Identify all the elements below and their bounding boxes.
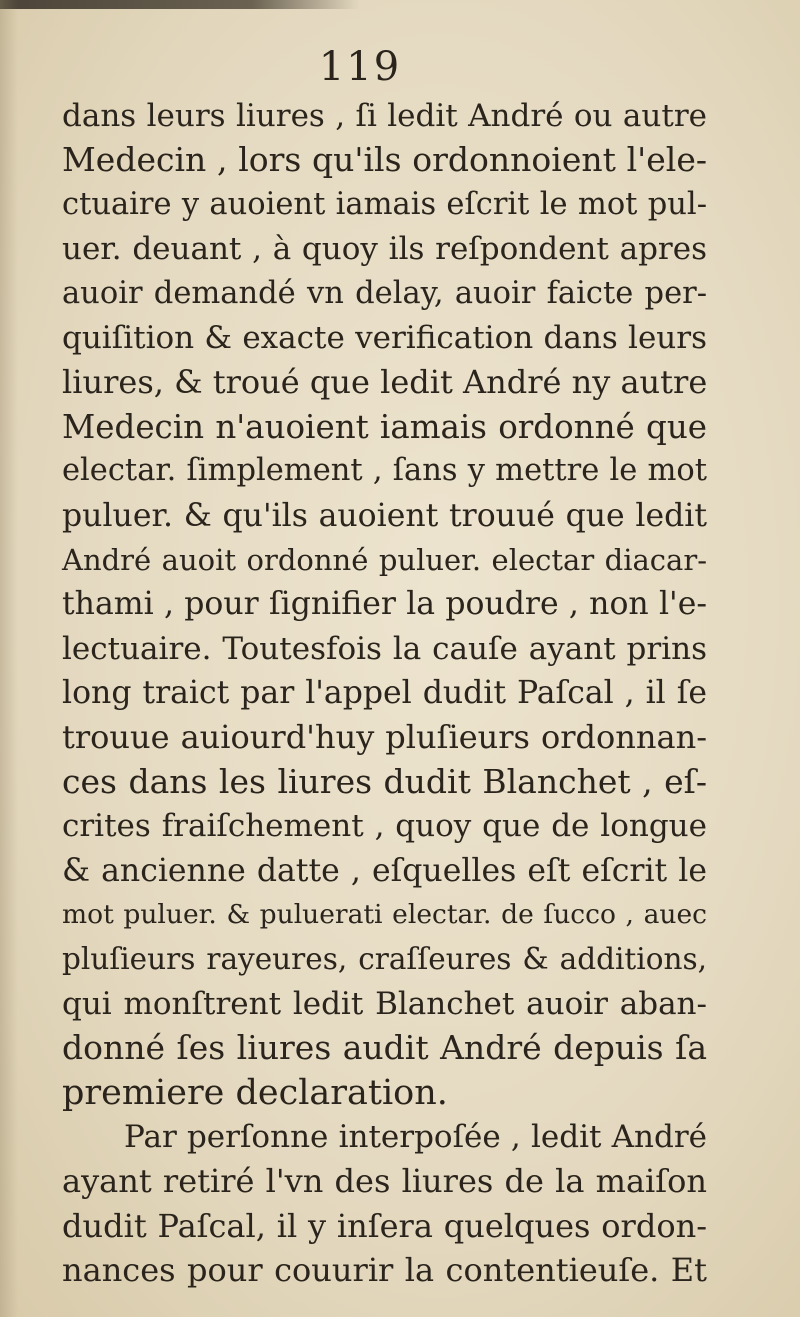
text-line: pluſieurs rayeures, craſſeures & additions, (62, 942, 707, 977)
text-line: quiſition & exacte verification dans leurs (62, 319, 707, 356)
text-line: liures, & troué que ledit André ny autre (62, 363, 708, 402)
text-line: André auoit ordonné puluer. electar diacar- (62, 542, 707, 577)
text-line: Medecin , lors qu'ils ordonnoient l'ele- (62, 140, 707, 180)
text-line: Medecin n'auoient iamais ordonné que (62, 407, 707, 446)
text-line: lectuaire. Toutesfois la cauſe ayant prins (62, 630, 707, 667)
text-line: ayant retiré l'vn des liures de la maiſon (62, 1162, 707, 1201)
text-line: puluer. & qu'ils auoient trouué que ledit (62, 497, 707, 534)
text-line: ces dans les liures dudit Blanchet , eſ- (62, 761, 707, 801)
text-line: dans leurs liures , ſi ledit André ou autre (62, 98, 707, 134)
text-line: long traict par l'appel dudit Paſcal , il ſe (62, 675, 707, 712)
text-line: mot puluer. & puluerati electar. de ſucco , auec (62, 899, 707, 931)
text-line: auoir demandé vn delay, auoir faicte per- (62, 275, 707, 311)
text-line: electar. ſimplement , ſans y mettre le mot (62, 453, 707, 489)
text-line: qui monſtrent ledit Blanchet auoir aban- (62, 985, 707, 1022)
text-line: crites fraiſchement , quoy que de longue (62, 808, 707, 845)
text-line: nances pour couurir la contentieuſe. Et (62, 1251, 707, 1290)
text-line: & ancienne datte , eſquelles eſt eſcrit le (62, 852, 707, 889)
page-top-edge (0, 0, 360, 9)
text-line-paragraph-start: Par perſonne interpoſée , ledit André (124, 1118, 707, 1155)
page-gutter-shadow (0, 0, 18, 1317)
text-line: thami , pour ſignifier la poudre , non l'e- (62, 586, 707, 623)
text-line: ctuaire y auoient iamais eſcrit le mot pul- (62, 186, 707, 222)
text-line: uer. deuant , à quoy ils reſpondent apres (62, 231, 707, 268)
text-line: trouue auiourd'huy pluſieurs ordonnan- (62, 718, 707, 757)
body-text (62, 94, 707, 1293)
page-number: 119 (318, 44, 402, 90)
text-line: dudit Paſcal, il y inſera quelques ordon- (62, 1206, 707, 1245)
text-line: donné ſes liures audit André depuis ſa (62, 1028, 707, 1068)
text-line-paragraph-end: premiere declaration. (62, 1072, 448, 1113)
